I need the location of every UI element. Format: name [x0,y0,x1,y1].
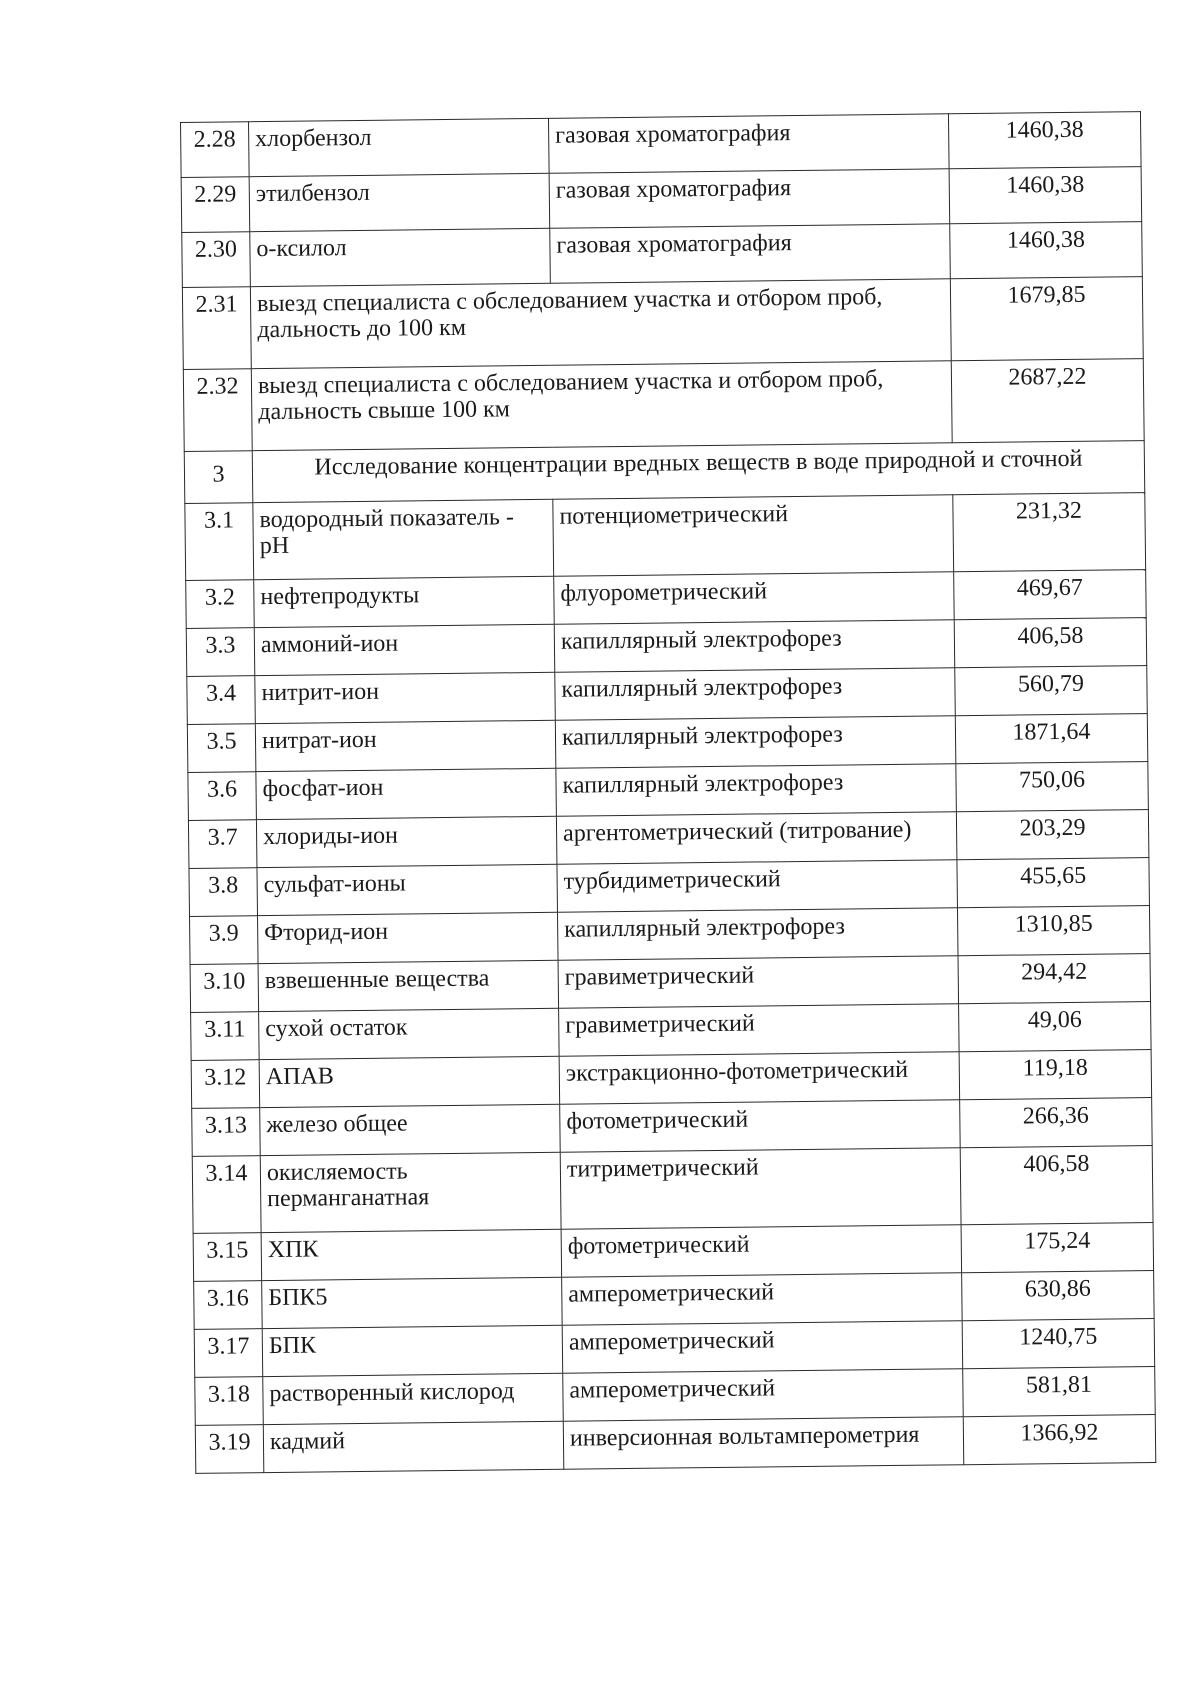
substance-name: хлорбензол [249,118,550,176]
table-row [185,493,1146,581]
price-value: 1460,38 [950,222,1143,279]
price-value: 2687,22 [951,359,1144,443]
price-value: 294,42 [958,954,1151,1004]
method-name: аргентометрический (титрование) [556,812,957,865]
price-table-body [181,112,1156,1474]
row-number: 3.11 [191,1012,260,1061]
row-number: 3.10 [190,964,259,1013]
row-number: 3.18 [195,1377,264,1426]
substance-name: о-ксилол [250,228,551,286]
row-number: 3.17 [194,1329,263,1378]
substance-name: АПАВ [259,1056,560,1107]
substance-name: кадмий [263,1421,564,1472]
price-value: 1871,64 [955,714,1148,764]
substance-name: нитрит-ион [255,672,556,723]
price-value: 406,58 [960,1146,1153,1225]
substance-name: растворенный кислород [263,1373,564,1424]
row-number: 3.9 [190,916,259,965]
row-number: 3.16 [194,1281,263,1330]
method-name: экстракционно-фотометрический [559,1052,960,1105]
row-number: 3.4 [187,676,256,725]
method-name: капиллярный электрофорез [554,620,955,673]
method-name: флуорометрический [554,572,955,625]
method-name: турбидиметрический [557,860,958,913]
price-value: 175,24 [961,1223,1154,1273]
table-row [183,359,1144,452]
price-value: 119,18 [959,1050,1152,1100]
row-number: 3.6 [188,772,257,821]
row-number: 2.29 [181,177,250,233]
method-name: титриметрический [560,1148,961,1230]
row-number: 3.2 [186,580,255,629]
method-name: газовая хроматография [550,224,951,284]
substance-name: сульфат-ионы [257,864,558,915]
row-number: 2.28 [181,122,250,178]
table-row [192,1146,1153,1234]
method-name: инверсионная вольтамперометрия [563,1417,964,1470]
price-value: 1460,38 [948,112,1141,169]
price-table [180,111,1156,1474]
row-number: 3.13 [192,1108,261,1157]
row-number: 3.12 [191,1060,260,1109]
method-name: капиллярный электрофорез [555,668,956,721]
service-description: выезд специалиста с обследованием участка и отбором проб, дальность свыше 100 км [251,361,952,451]
method-name: газовая хроматография [549,169,950,229]
row-number: 3.14 [192,1156,261,1234]
substance-name: нитрат-ион [255,720,556,771]
substance-name: фосфат-ион [256,768,557,819]
price-value: 455,65 [957,858,1150,908]
method-name: амперометрический [563,1369,964,1422]
row-number: 3.8 [189,868,258,917]
section-title: Исследование концентрации вредных веществ в воде природной и сточной [252,441,1145,503]
service-description: выезд специалиста с обследованием участка и отбором проб, дальность до 100 км [250,279,951,369]
method-name: фотометрический [561,1225,962,1278]
substance-name: аммоний-ион [254,624,555,675]
row-number: 2.31 [182,287,251,370]
method-name: фотометрический [560,1100,961,1153]
price-value: 630,86 [962,1271,1155,1321]
method-name: гравиметрический [558,956,959,1009]
method-name: газовая хроматография [548,114,949,174]
method-name: капиллярный электрофорез [557,908,958,961]
price-value: 406,58 [954,618,1147,668]
substance-name: хлориды-ион [256,816,557,867]
substance-name: взвешенные вещества [258,960,559,1011]
method-name: амперометрический [562,1273,963,1326]
table-row [195,1415,1155,1474]
price-value: 1679,85 [950,277,1143,361]
document-page [180,111,1155,1474]
price-value: 49,06 [959,1002,1152,1052]
row-number: 3.3 [186,628,255,677]
method-name: капиллярный электрофорез [555,716,956,769]
price-value: 266,36 [960,1098,1153,1148]
method-name: гравиметрический [559,1004,960,1057]
price-value: 469,67 [954,570,1147,620]
substance-name: нефтепродукты [254,576,555,627]
section-number: 3 [184,451,253,504]
substance-name: ХПК [261,1229,562,1280]
substance-name: железо общее [260,1104,561,1155]
substance-name: БПК [262,1325,563,1376]
substance-name: окисляемость перманганатная [260,1152,561,1232]
row-number: 2.32 [183,369,252,452]
substance-name: БПК5 [262,1277,563,1328]
method-name: капиллярный электрофорез [556,764,957,817]
price-value: 560,79 [955,666,1148,716]
row-number: 3.15 [193,1233,262,1282]
price-value: 1366,92 [963,1415,1156,1465]
table-row [182,277,1143,370]
price-value: 581,81 [963,1367,1156,1417]
method-name: амперометрический [562,1321,963,1374]
substance-name: Фторид-ион [258,912,559,963]
row-number: 3.1 [185,503,254,581]
row-number: 3.19 [195,1425,264,1474]
row-number: 3.7 [188,820,257,869]
substance-name: водородный показатель - pH [253,499,554,579]
price-value: 1460,38 [949,167,1142,224]
price-value: 231,32 [953,493,1146,572]
price-value: 1310,85 [957,906,1150,956]
price-value: 1240,75 [962,1319,1155,1369]
row-number: 2.30 [182,232,251,288]
price-value: 203,29 [956,810,1149,860]
row-number: 3.5 [187,724,256,773]
price-value: 750,06 [956,762,1149,812]
method-name: потенциометрический [553,495,954,577]
substance-name: этилбензол [249,173,550,231]
substance-name: сухой остаток [259,1008,560,1059]
